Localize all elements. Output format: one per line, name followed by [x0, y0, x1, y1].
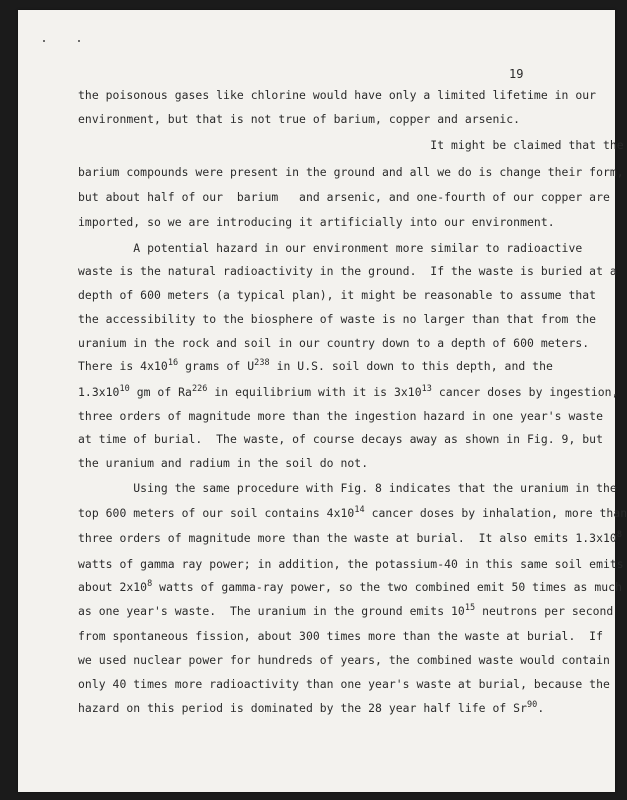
text-run: as one year's waste. The uranium in the ground emits 10: [78, 604, 465, 618]
text-line: [78, 359, 553, 373]
text-line: [78, 557, 624, 571]
text-line: [78, 432, 603, 446]
text-run: A potential hazard in our environment more similar to radioactive: [78, 241, 583, 255]
text-line: [78, 701, 544, 715]
text-run: imported, so we are introducing it artificially into our environment.: [78, 215, 555, 229]
text-run: watts of gamma ray power; in addition, the potassium-40 in this same soil emits: [78, 557, 624, 571]
text-run: top 600 meters of our soil contains 4x10: [78, 506, 355, 520]
scan-speck: [43, 40, 45, 42]
text-line: [78, 312, 596, 326]
superscript: 8: [147, 579, 153, 589]
text-line: [78, 653, 610, 667]
text-line: [78, 409, 603, 423]
text-run: the poisonous gases like chlorine would have only a limited lifetime in our: [78, 88, 597, 102]
superscript: 90: [527, 700, 538, 710]
text-line: [78, 677, 610, 691]
text-run: the uranium and radium in the soil do not.: [78, 456, 369, 470]
text-line: [78, 385, 618, 399]
text-line: [78, 580, 622, 594]
text-run: hazard on this period is dominated by the 28 year half life of Sr: [78, 701, 528, 715]
text-line: [78, 241, 582, 255]
text-line: [78, 264, 617, 278]
text-line: [78, 481, 617, 495]
text-run: depth of 600 meters (a typical plan), it might be reasonable to assume that: [78, 288, 597, 302]
text-run: about 2x10: [78, 580, 148, 594]
text-line: [78, 336, 589, 350]
text-run: cancer doses by inhalation, more than: [364, 506, 627, 520]
text-run: three orders of magnitude more than the ingestion hazard in one year's waste: [78, 409, 603, 423]
text-line: [78, 88, 596, 102]
superscript: 13: [421, 384, 432, 394]
text-line: [78, 288, 596, 302]
text-run: .: [537, 701, 545, 715]
text-run: at time of burial. The waste, of course decays away as shown in Fig. 9, but: [78, 432, 603, 446]
text-run: three orders of magnitude more than the waste at burial. It also emits 1.3x10: [78, 531, 617, 545]
document-page: [18, 10, 627, 792]
text-run: It might be claimed that the: [78, 138, 624, 152]
page-number: 19: [509, 67, 524, 81]
text-run: neutrons per second: [475, 604, 614, 618]
text-line: [78, 456, 368, 470]
text-run: only 40 times more radioactivity than one year's waste at burial, because the: [78, 677, 610, 691]
text-run: from spontaneous fission, about 300 times more than the waste at burial. If: [78, 629, 603, 643]
superscript: 14: [354, 505, 365, 515]
text-line: [78, 506, 627, 520]
text-line: [78, 215, 555, 229]
text-run: waste is the natural radioactivity in the ground. If the waste is buried at a: [78, 264, 617, 278]
text-run: we used nuclear power for hundreds of years, the combined waste would contain: [78, 653, 610, 667]
text-line: [78, 604, 613, 618]
text-run: cancer doses by ingestion,: [431, 385, 619, 399]
text-line: [78, 629, 603, 643]
text-run: Using the same procedure with Fig. 8 indicates that the uranium in the: [78, 481, 617, 495]
text-run: grams of U: [178, 359, 255, 373]
text-run: uranium in the rock and soil in our country down to a depth of 600 meters.: [78, 336, 590, 350]
text-run: in U.S. soil down to this depth, and the: [269, 359, 553, 373]
text-run: gm of Ra: [129, 385, 192, 399]
scan-speck: [78, 40, 80, 42]
text-line: [78, 165, 624, 179]
text-run: the accessibility to the biosphere of waste is no larger than that from the: [78, 312, 597, 326]
superscript: 10: [119, 384, 130, 394]
superscript: 15: [464, 603, 476, 613]
text-run: There is 4x10: [78, 359, 168, 373]
text-run: 1.3x10: [78, 385, 120, 399]
text-line: [78, 138, 624, 152]
text-line: [78, 190, 610, 204]
superscript: 8: [616, 530, 622, 540]
text-line: [78, 531, 622, 545]
text-run: watts of gamma-ray power, so the two combined emit 50 times as much: [152, 580, 622, 594]
text-run: environment, but that is not true of barium, copper and arsenic.: [78, 112, 521, 126]
text-run: but about half of our barium and arsenic, and one-fourth of our copper are: [78, 190, 610, 204]
text-run: in equilibrium with it is 3x10: [207, 385, 422, 399]
superscript: 238: [254, 358, 270, 368]
text-run: barium compounds were present in the ground and all we do is change their form,: [78, 165, 624, 179]
text-line: [78, 112, 520, 126]
superscript: 16: [167, 358, 179, 368]
superscript: 226: [191, 384, 208, 394]
